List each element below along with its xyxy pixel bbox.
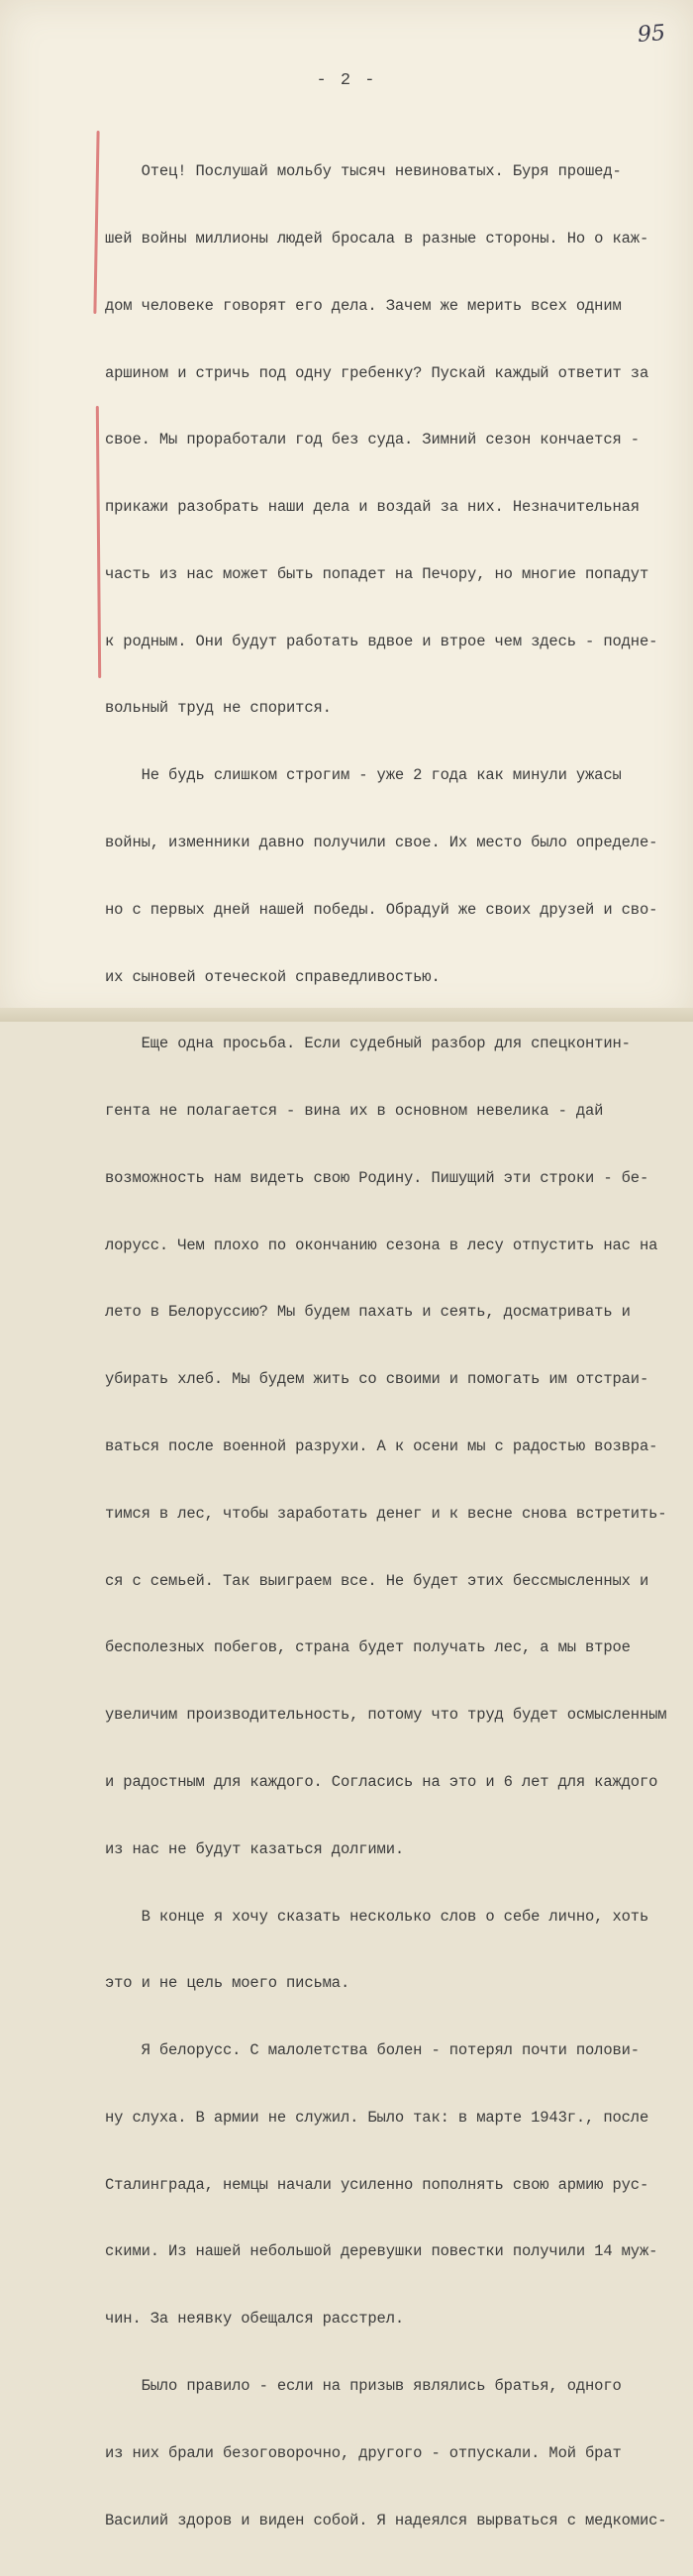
text-line: дом человеке говорят его дела. Зачем же мерить всех одним	[105, 296, 622, 315]
text-line: ся с семьей. Так выиграем все. Не будет этих бессмысленных и	[105, 1571, 649, 1590]
text-line: шей войны миллионы людей бросала в разные стороны. Но о каж-	[105, 229, 649, 248]
text-line: войны, изменники давно получили свое. Их место было определе-	[105, 834, 658, 851]
text-line: гента не полагается - вина их в основном невелика - дай	[105, 1102, 604, 1121]
letter-body	[105, 116, 683, 2576]
text-line: из них брали безоговорочно, другого - отпускали. Мой брат	[105, 2443, 622, 2462]
red-margin-mark	[93, 131, 99, 314]
page-edge	[0, 1008, 693, 1022]
text-line: лето в Белоруссию? Мы будем пахать и сеять, досматривать и	[105, 1303, 631, 1322]
text-line: Сталинграда, немцы начали усиленно пополнять свою армию рус-	[105, 2175, 649, 2194]
text-line: часть из нас может быть попадет на Печору, но многие попадут	[105, 564, 649, 583]
text-line: аршином и стричь под одну гребенку? Пускай каждый ответит за	[105, 363, 649, 382]
text-line: чин. За неявку обещался расстрел.	[105, 2310, 405, 2328]
text-line: это и не цель моего письма.	[105, 1974, 350, 1993]
text-line: бесполезных побегов, страна будет получать лес, а мы втрое	[105, 1638, 631, 1657]
red-margin-mark	[96, 406, 101, 678]
text-line: свое. Мы проработали год без суда. Зимний сезон кончается -	[105, 431, 640, 449]
text-line: увеличим производительность, потому что труд будет осмысленным	[105, 1706, 667, 1725]
text-line: скими. Из нашей небольшой деревушки повестки получили 14 муж-	[105, 2242, 658, 2261]
text-line: тимся в лес, чтобы заработать денег и к весне снова встретить-	[105, 1504, 667, 1523]
text-line: возможность нам видеть свою Родину. Пишущий эти строки - бе-	[105, 1168, 649, 1187]
text-line: Еще одна просьба. Если судебный разбор для спецконтин-	[105, 1035, 631, 1053]
text-line: их сыновей отеческой справедливостью.	[105, 967, 441, 986]
text-line: лорусс. Чем плохо по окончанию сезона в лесу отпустить нас на	[105, 1236, 658, 1254]
text-line: В конце я хочу сказать несколько слов о себе лично, хоть	[105, 1907, 649, 1926]
text-line: Я белорусс. С малолетства болен - потерял почти полови-	[105, 2041, 640, 2060]
text-line: ну слуха. В армии не служил. Было так: в марте 1943г., после	[105, 2108, 649, 2127]
text-line: Василий здоров и виден собой. Я надеялся вырваться с медкомис-	[105, 2511, 667, 2529]
text-line: Было правило - если на призыв являлись братья, одного	[105, 2376, 622, 2395]
text-line: к родным. Они будут работать вдвое и втрое чем здесь - подне-	[105, 632, 658, 650]
text-line: из нас не будут казаться долгими.	[105, 1839, 405, 1858]
text-line: Не будь слишком строгим - уже 2 года как минули ужасы	[105, 766, 622, 785]
text-line: убирать хлеб. Мы будем жить со своими и помогать им отстраи-	[105, 1370, 649, 1389]
text-line: но с первых дней нашей победы. Обрадуй же своих друзей и сво-	[105, 900, 658, 919]
text-line: прикажи разобрать наши дела и воздай за них. Незначительная	[105, 498, 640, 517]
text-line: и радостным для каждого. Согласись на это и 6 лет для каждого	[105, 1772, 658, 1791]
page-number: - 2 -	[316, 71, 377, 90]
text-line: Отец! Послушай мольбу тысяч невиноватых. Буря прошед-	[105, 162, 622, 181]
archive-page-number: 95	[637, 21, 666, 48]
text-line: ваться после военной разрухи. А к осени мы с радостью возвра-	[105, 1437, 658, 1456]
text-line: вольный труд не спорится.	[105, 699, 332, 718]
